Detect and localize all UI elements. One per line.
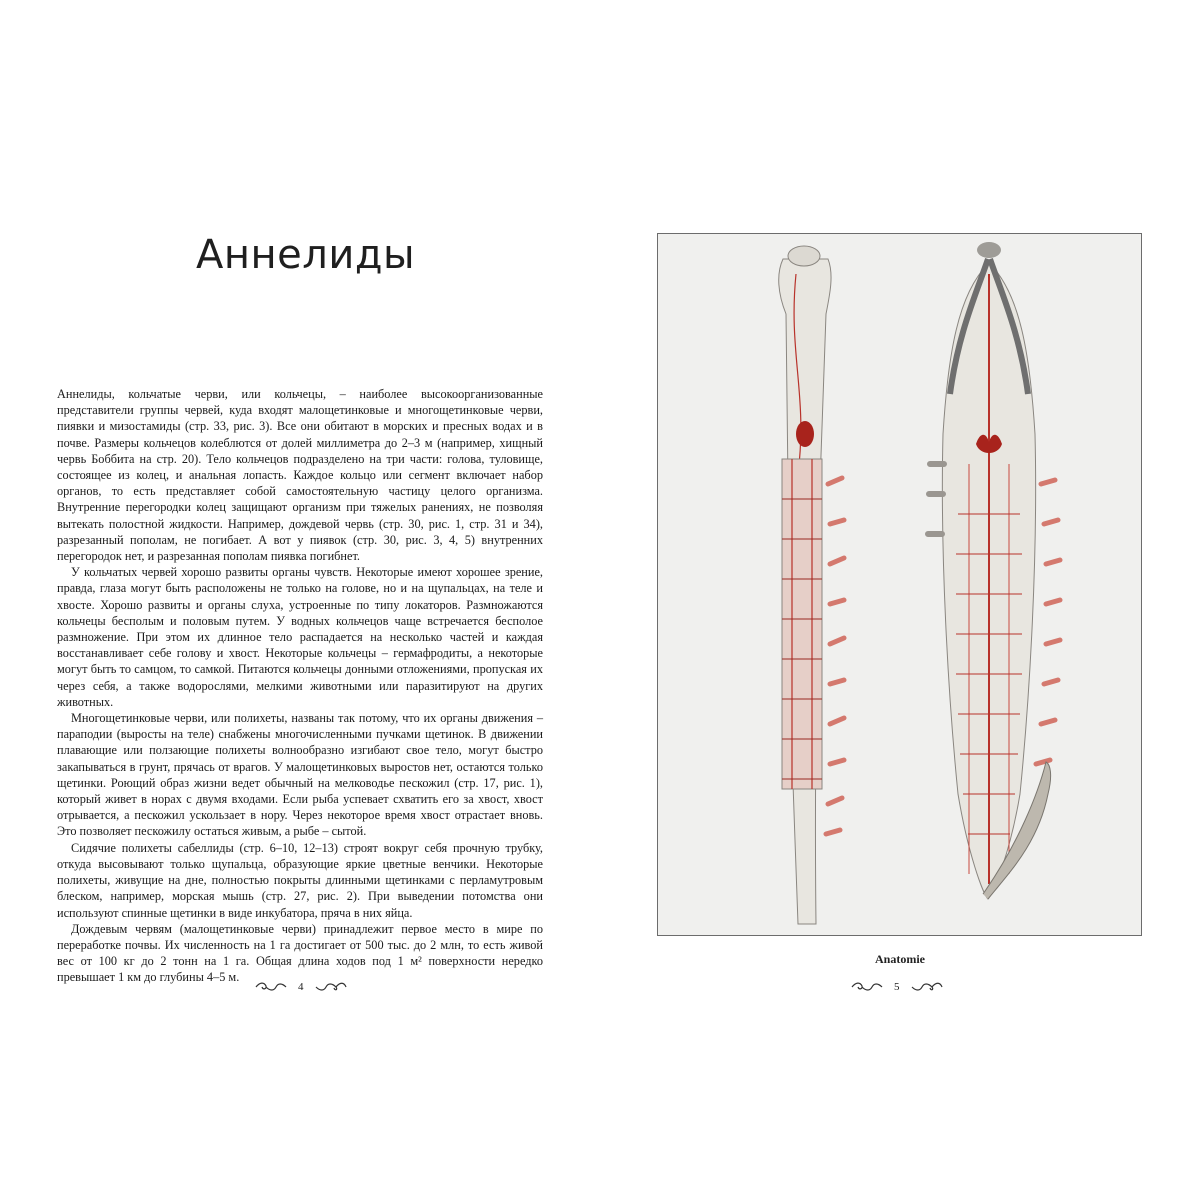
flourish-ornament-icon [314, 981, 348, 993]
flourish-ornament-icon [254, 981, 288, 993]
page-folio-left [254, 981, 348, 993]
left-specimen [779, 246, 844, 924]
page-number: 4 [298, 981, 304, 993]
plate-caption: Anatomie [875, 952, 925, 966]
paragraph: Аннелиды, кольчатые черви, или кольчецы, – наиболее высокоорганизованные представители группы червей, куда входят малощетинковые и многощетинковые черви, пиявки и мизостамиды (стр. 33, рис. 3). Все они обитают в морских и пресных водах и в почве. Размеры кольчецов колеблются от долей миллиметра до 2–3 м (например, хищный червь Боббита на стр. 20). Тело кольчецов подразделено на три части: голова, туловище, состоящее из колец, и анальная лопасть. Каждое кольцо или сегмент включает набор органов, то есть представляет собой самостоятельную частицу целого организма. Внутренние перегородки колец защищают организм при тяжелых ранениях, не позволяя вытекать полостной жидкости. Например, дождевой червь (стр. 30, рис. 1, стр. 31 и 34), разрезанный пополам, не погибает. А вот у пиявок (стр. 30, рис. 3, 4, 5) внутренних перегородок нет, и разрезанная пополам пиявка погибнет. [57, 387, 543, 564]
flourish-ornament-icon [910, 981, 944, 993]
paragraph: Сидячие полихеты сабеллиды (стр. 6–10, 12–13) строят вокруг себя прочную трубку, откуда высовывают только щупальца, образующие яркие цветные венчики. Некоторые полихеты, живущие на дне, полностью покрыты длинными щетинками с перламутровым блеском, например, морская мышь (стр. 27, рис. 2). При выведении потомства они используют спинные щетинки в виде инкубатора, пряча в них яйца. [57, 840, 543, 920]
anatomy-illustration [657, 233, 1142, 936]
body-text [57, 386, 543, 986]
paragraph: Дождевым червям (малощетинковые черви) принадлежит первое место в мире по переработке почвы. Их численность на 1 га достигает от 500 тыс. до 2 млн, то есть живой вес от 100 кг до 2 тонн на 1 га. Общая длина ходов под 1 м² поверхности нередко превышает 1 км до глубины 4–5 м. [57, 921, 543, 985]
paragraph: Многощетинковые черви, или полихеты, названы так потому, что их органы движения – параподии (выросты на теле) снабжены многочисленными пучками щетинок. В движении плавающие или ползающие полихеты волнообразно изгибают свое тело, могут быстро закапываться в грунт, прячась от врагов. У малощетинковых выростов нет, остаются только щетинки. Роющий образ жизни ведет обычный на мелководье пескожил (стр. 17, рис. 1), который живет в норах с двумя входами. Если рыба успевает схватить его за хвост, хвост отрывается, а пескожил ускользает в нору. Через некоторое время хвост отрастает вновь. Это позволяет пескожилу остаться живым, а рыбе – сытой. [57, 711, 543, 839]
right-page [600, 0, 1200, 1200]
page-title: Аннелиды [196, 232, 416, 278]
flourish-ornament-icon [850, 981, 884, 993]
annelid-anatomy-drawing [658, 234, 1141, 935]
page-number: 5 [894, 981, 900, 993]
page-folio-right [850, 981, 944, 993]
right-specimen [928, 242, 1060, 899]
paragraph: У кольчатых червей хорошо развиты органы чувств. Некоторые имеют хорошее зрение, правда, глаза могут быть расположены не только на голове, но и на щупальцах, на теле и хвосте. Хорошо развиты и органы слуха, устроенные по типу локаторов. Размножаются кольчецы бесполым и половым путем. У водных кольчецов чаще встречается бесполое размножение. При этом их длинное тело распадается на несколько частей и каждая восстанавливает себе голову и хвост. Некоторые кольчецы – гермафродиты, а некоторые могут быть то самцом, то самкой. Питаются кольчецы донными отложениями, пропуская их через себя, а также водорослями, мелкими животными или паразитируют на других животных. [57, 565, 543, 709]
